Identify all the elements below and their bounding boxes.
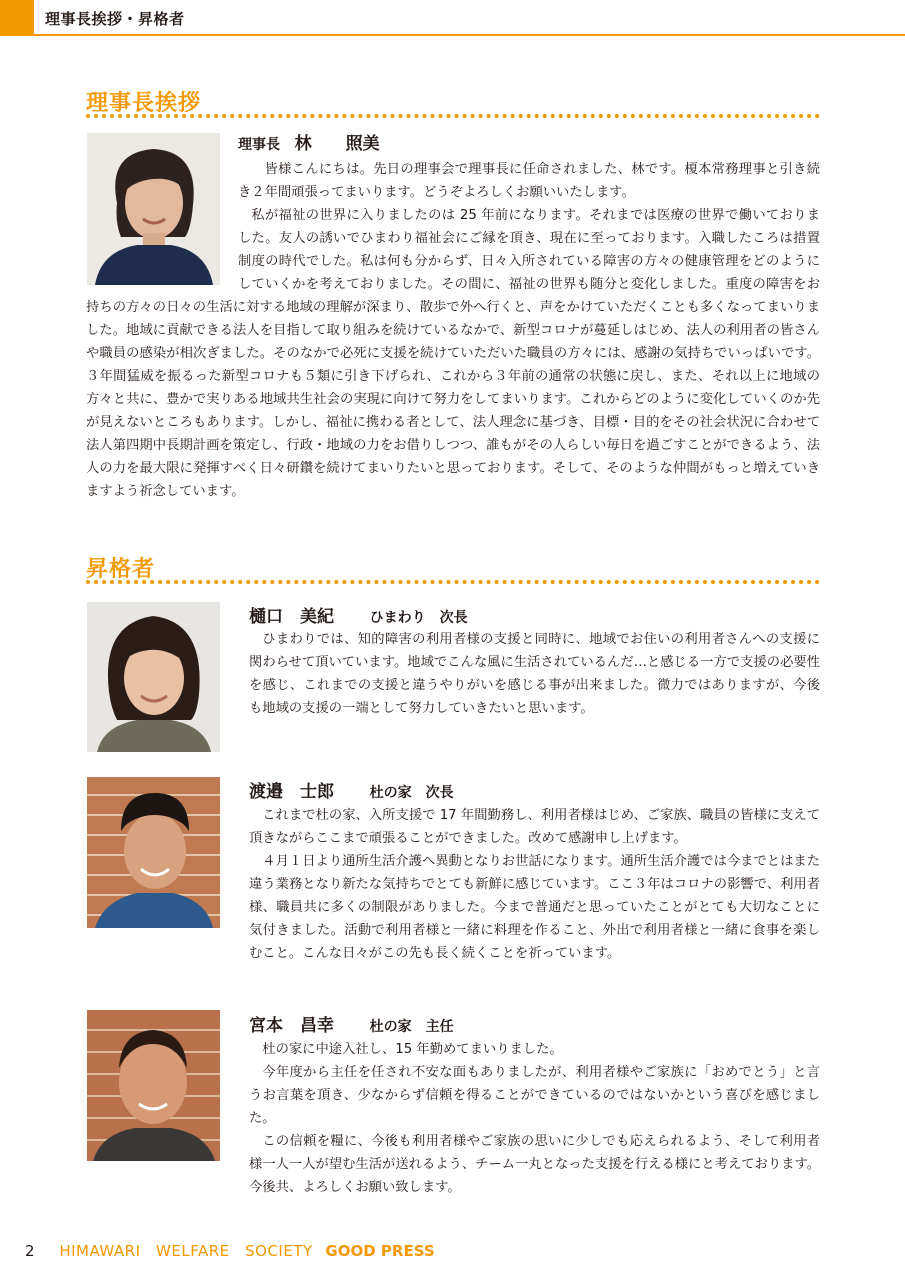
watanabe-name-line <box>249 777 454 802</box>
watanabe-photo <box>87 777 220 928</box>
higuchi-affiliation: ひまわり 次長 <box>369 610 468 626</box>
higuchi-paragraph-1: ひまわりでは、知的障害の利用者様の支援と同時に、地域でお住いの利用者さんへの支援に関わらせて頂いています。地域でこんな風に生活されているんだ…と感じる一方で支援の必要性を感じ、これまでの支援と違うやりがいを感じる事が出来ました。微力ではありますが、今後も地域の支援の一端として努力していきたいと思います。 <box>249 632 820 716</box>
miyamoto-paragraph-2: 今年度から主任を任され不安な面もありましたが、利用者様やご家族に「おめでとう」と言うお言葉を頂き、少なからず信頼を得ることができているのではないかという喜びを感じました。 <box>249 1065 820 1126</box>
page-header <box>0 0 905 36</box>
greeting-dotted-divider <box>86 114 820 118</box>
society-name: HIMAWARI WELFARE SOCIETY <box>59 1242 313 1260</box>
chairman-role: 理事長 <box>238 137 280 153</box>
greeting-paragraph-1: 皆様こんにちは。先日の理事会で理事長に任命されました、林です。榎本常務理事と引き続き２年間頑張ってまいります。どうぞよろしくお願いいたします。 <box>238 162 820 200</box>
page-number: 2 <box>25 1242 35 1260</box>
greeting-paragraph-2: 私が福祉の世界に入りましたのは 25 年前になります。それまでは医療の世界で働いておりました。友人の誘いでひまわり福祉会にご縁を頂き、現在に至っております。入職したころは措置制度の時代でした。私は何も分からず、日々入所されている障害の方々の健康管理をどのようにしていくかを考えておりました。その間に、福祉の世界も随分と変化しました。重度の障害をお持ちの方々の日々の生活に対する地域の理解が深まり、散歩で外へ行くと、声をかけていただくことも多くなってまいりました。地域に貢献できる法人を目指して取り組みを続けているなかで、新型コロナが蔓延しはじめ、法人の利用者の皆さんや職員の感染が相次ぎました。そのなかで必死に支援を続けていただいた職員の方々には、感謝の気持ちでいっぱいです。３年間猛威を振るった新型コロナも５類に引き下げられ、これから３年前の通常の状態に戻し、また、それ以上に地域の方々と共に、豊かで実りある地域共生社会の実現に向けて努力をしてまいります。これからどのように変化していくのか先が見えないところもあります。しかし、福祉に携わる者として、法人理念に基づき、目標・目的をその社会状況に合わせて法人第四期中長期計画を策定し、行政・地域の力をお借りしつつ、誰もがその人らしい毎日を過ごすことができるよう、法人の力を最大限に発揮すべく日々研鑽を続けてまいりたいと思っております。そして、そのような仲間がもっと増えていきますよう祈念しています。 <box>86 208 820 499</box>
promotions-heading: 昇格者 <box>86 557 156 582</box>
miyamoto-photo <box>87 1010 220 1161</box>
greeting-body <box>86 134 820 503</box>
header-accent-tab <box>0 0 34 34</box>
watanabe-name: 渡邉 士郎 <box>249 782 334 802</box>
photo-text-wrap-spacer <box>86 134 238 288</box>
page-footer <box>25 1240 435 1261</box>
miyamoto-name: 宮本 昌幸 <box>249 1016 334 1036</box>
higuchi-photo <box>87 602 220 752</box>
miyamoto-affiliation: 杜の家 主任 <box>369 1019 454 1035</box>
higuchi-body <box>249 628 820 720</box>
watanabe-paragraph-1: これまで杜の家、入所支援で 17 年間勤務し、利用者様はじめ、ご家族、職員の皆様に支えて頂きながらここまで頑張ることができました。改めて感謝申し上げます。 <box>249 808 820 846</box>
watanabe-body <box>249 804 820 965</box>
watanabe-paragraph-2: ４月１日より通所生活介護へ異動となりお世話になります。通所生活介護では今までとはまた違う業務となり新たな気持ちでとても新鮮に感じています。ここ３年はコロナの影響で、利用者様、職員共に多くの制限がありました。今まで普通だと思っていたことがとても大切なことに気付きました。活動で利用者様と一緒に料理を作ること、外出で利用者様と一緒に食事を楽しむこと。こんな日々がこの先も長く続くことを祈っています。 <box>249 854 820 961</box>
watanabe-affiliation: 杜の家 次長 <box>369 785 454 801</box>
greeting-heading: 理事長挨拶 <box>86 91 202 116</box>
miyamoto-body <box>249 1038 820 1199</box>
higuchi-name: 樋口 美紀 <box>249 607 334 627</box>
higuchi-name-line <box>249 602 468 627</box>
publication-name: GOOD PRESS <box>325 1242 435 1260</box>
promotions-dotted-divider <box>86 580 820 584</box>
miyamoto-name-line <box>249 1011 454 1036</box>
header-title: 理事長挨拶・昇格者 <box>45 10 185 28</box>
miyamoto-paragraph-3: この信頼を糧に、今後も利用者様やご家族の思いに少しでも応えられるよう、そして利用者様一人一人が望む生活が送れるよう、チーム一丸となった支援を行える様にと考えております。今後共、よろしくお願い致します。 <box>249 1134 820 1195</box>
miyamoto-paragraph-1: 杜の家に中途入社し、15 年勤めてまいりました。 <box>262 1042 563 1057</box>
chairman-name: 林 照美 <box>294 134 380 154</box>
